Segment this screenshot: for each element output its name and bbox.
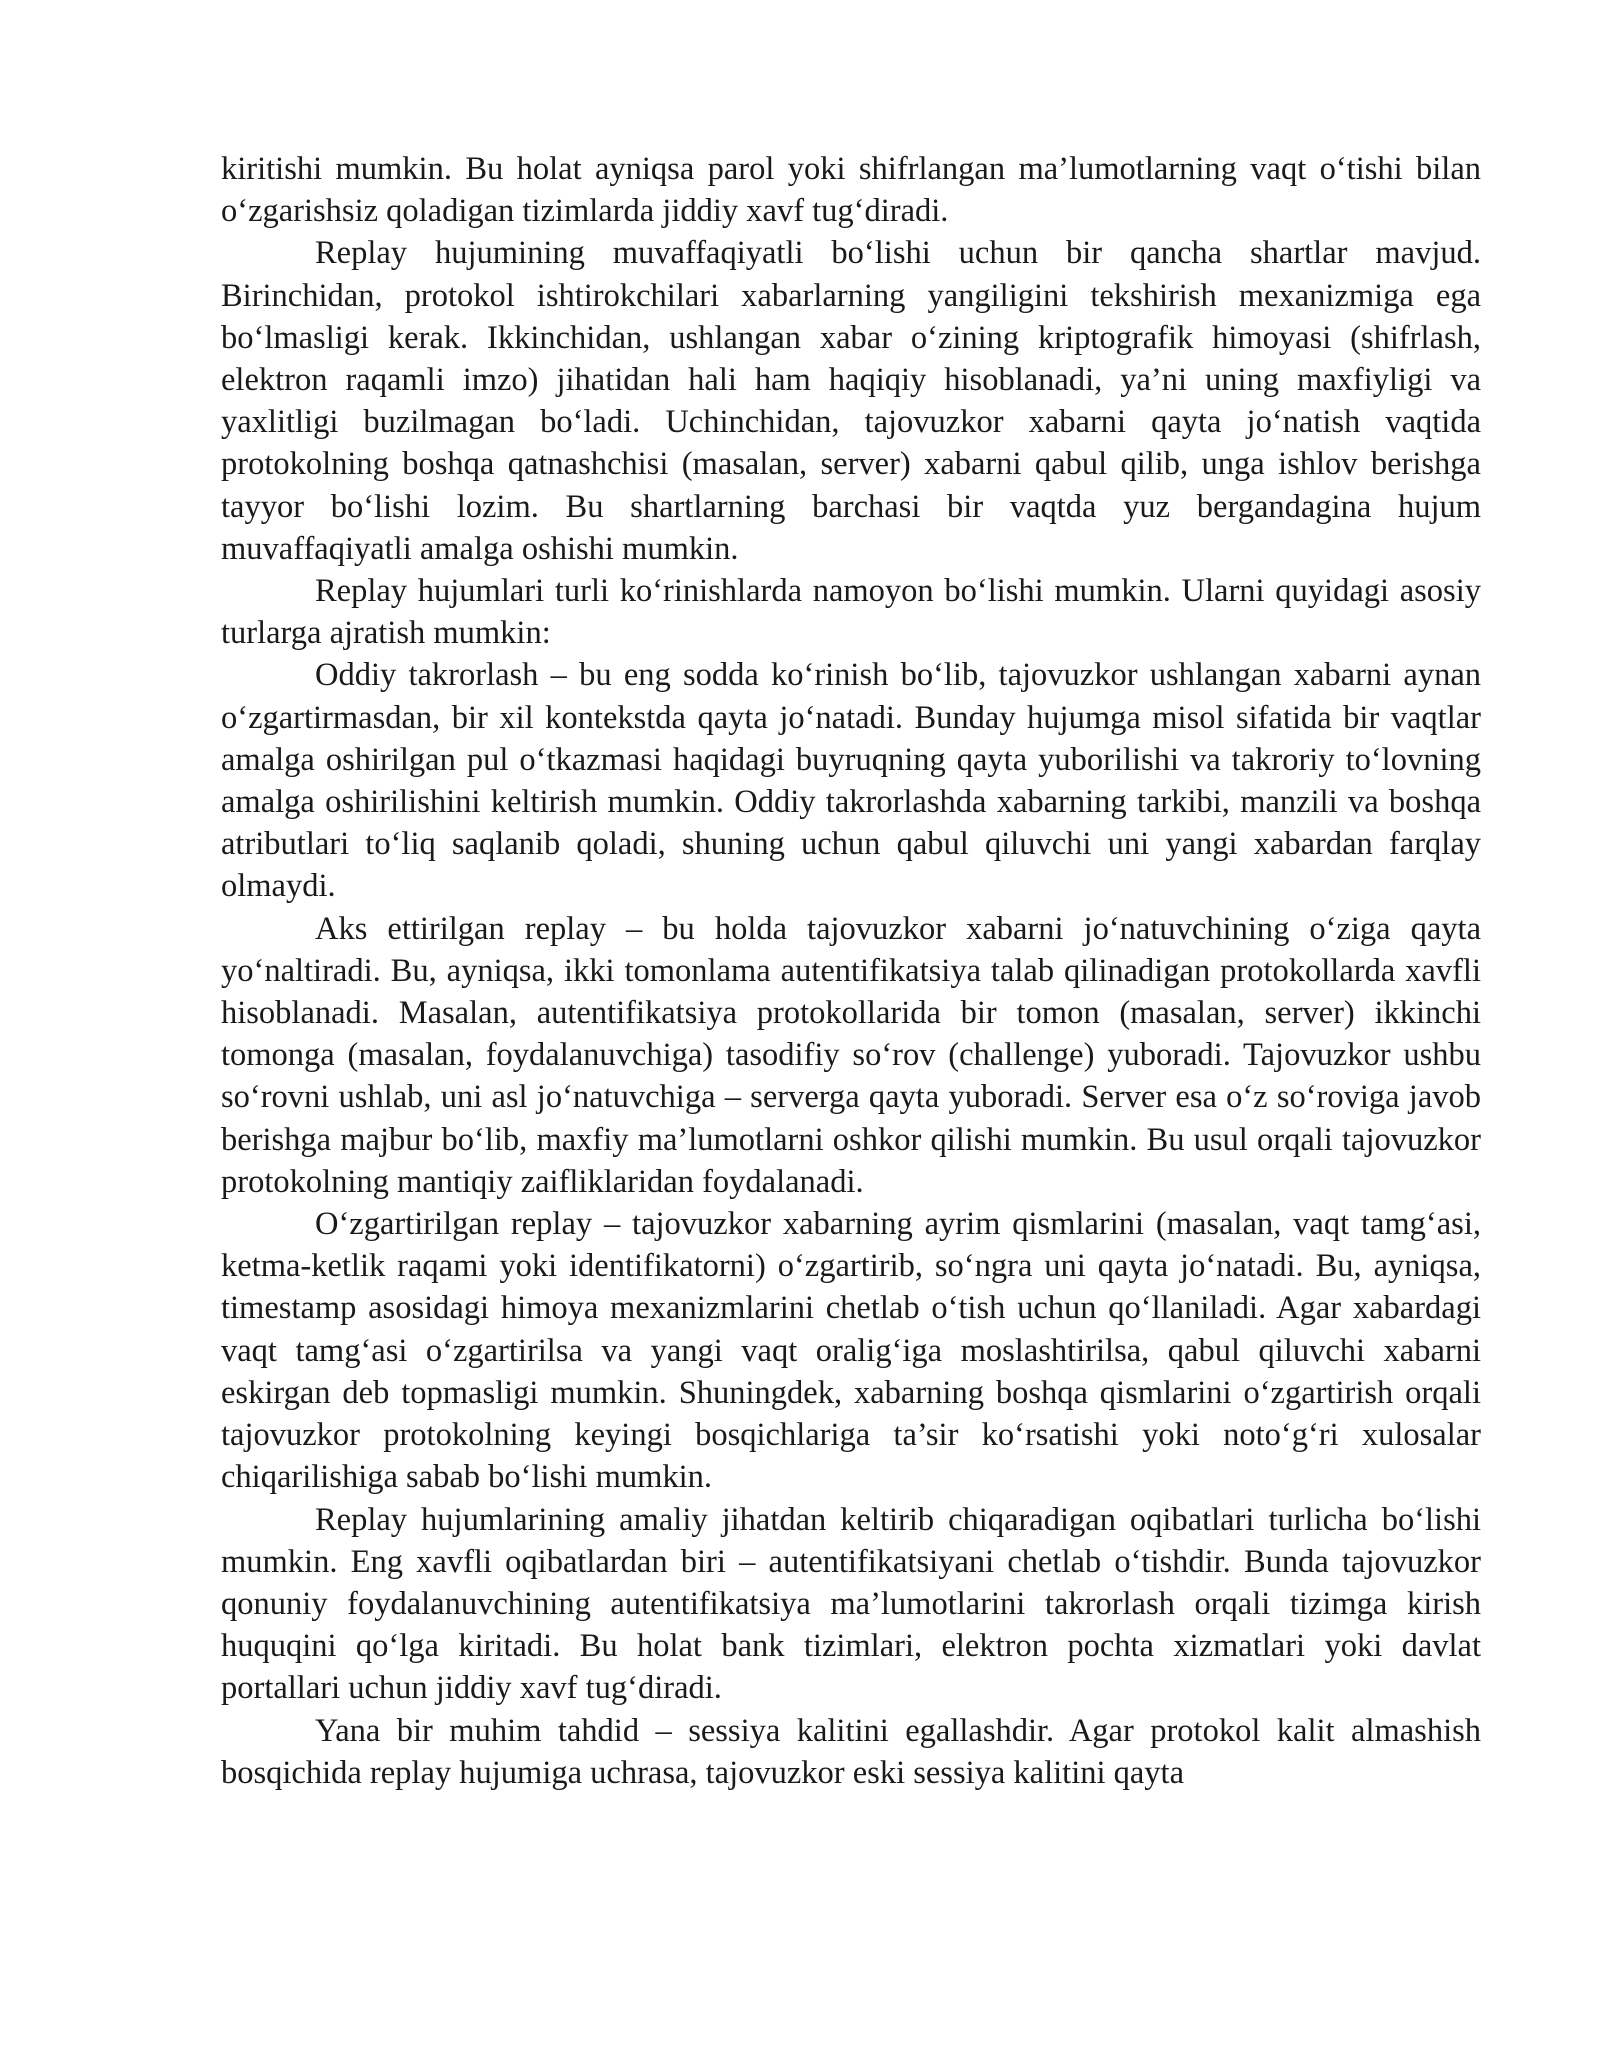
paragraph: Replay hujumining muvaffaqiyatli bo‘lishi uchun bir qancha shartlar mavjud. Birinchidan, protokol ishtirokchilari xabarlarning yangiligini tekshirish mexanizmiga ega bo‘lmasligi kerak. Ikkinchidan, ushlangan xabar o‘zining kriptografik himoyasi (shifrlash, elektron raqamli imzo) jihatidan hali ham haqiqiy hisoblanadi, ya’ni uning maxfiyligi va yaxlitligi buzilmagan bo‘ladi. Uchinchidan, tajovuzkor xabarni qayta jo‘natish vaqtida protokolning boshqa qatnashchisi (masalan, server) xabarni qabul qilib, unga ishlov berishga tayyor bo‘lishi lozim. Bu shartlarning barchasi bir vaqtda yuz bergandagina hujum muvaffaqiyatli amalga oshishi mumkin.: [221, 235, 1481, 567]
paragraph: Replay hujumlari turli ko‘rinishlarda namoyon bo‘lishi mumkin. Ularni quyidagi asosiy turlarga ajratish mumkin:: [221, 573, 1481, 652]
paragraph: O‘zgartirilgan replay – tajovuzkor xabarning ayrim qismlarini (masalan, vaqt tamg‘asi, ketma-ketlik raqami yoki identifikatorni) o‘zgartirib, so‘ngra uni qayta jo‘natadi. Bu, ayniqsa, timestamp asosidagi himoya mexanizmlarini chetlab o‘tish uchun qo‘llaniladi. Agar xabardagi vaqt tamg‘asi o‘zgartirilsa va yangi vaqt oralig‘iga moslashtirilsa, qabul qiluvchi xabarni eskirgan deb topmasligi mumkin. Shuningdek, xabarning boshqa qismlarini o‘zgartirish orqali tajovuzkor protokolning keyingi bosqichlariga ta’sir ko‘rsatishi yoki noto‘g‘ri xulosalar chiqarilishiga sabab bo‘lishi mumkin.: [221, 1206, 1481, 1496]
paragraph: kiritishi mumkin. Bu holat ayniqsa parol yoki shifrlangan ma’lumotlarning vaqt o‘tishi bilan o‘zgarishsiz qoladigan tizimlarda jiddiy xavf tug‘diradi.: [221, 151, 1481, 230]
paragraph: Yana bir muhim tahdid – sessiya kalitini egallashdir. Agar protokol kalit almashish bosqichida replay hujumiga uchrasa, tajovuzkor eski sessiya kalitini qayta: [221, 1712, 1481, 1791]
paragraph: Aks ettirilgan replay – bu holda tajovuzkor xabarni jo‘natuvchining o‘ziga qayta yo‘naltiradi. Bu, ayniqsa, ikki tomonlama autentifikatsiya talab qilinadigan protokollarda xavfli hisoblanadi. Masalan, autentifikatsiya protokollarida bir tomon (masalan, server) ikkinchi tomonga (masalan, foydalanuvchiga) tasodifiy so‘rov (challenge) yuboradi. Tajovuzkor ushbu so‘rovni ushlab, uni asl jo‘natuvchiga – serverga qayta yuboradi. Server esa o‘z so‘roviga javob berishga majbur bo‘lib, maxfiy ma’lumotlarni oshkor qilishi mumkin. Bu usul orqali tajovuzkor protokolning mantiqiy zaifliklaridan foydalanadi.: [221, 910, 1481, 1200]
document-body: [221, 148, 1481, 1794]
paragraph: Oddiy takrorlash – bu eng sodda ko‘rinish bo‘lib, tajovuzkor ushlangan xabarni aynan o‘zgartirmasdan, bir xil kontekstda qayta jo‘natadi. Bunday hujumga misol sifatida bir vaqtlar amalga oshirilgan pul o‘tkazmasi haqidagi buyruqning qayta yuborilishi va takroriy to‘lovning amalga oshirilishini keltirish mumkin. Oddiy takrorlashda xabarning tarkibi, manzili va boshqa atributlari to‘liq saqlanib qoladi, shuning uchun qabul qiluvchi uni yangi xabardan farqlay olmaydi.: [221, 657, 1481, 905]
paragraph: Replay hujumlarining amaliy jihatdan keltirib chiqaradigan oqibatlari turlicha bo‘lishi mumkin. Eng xavfli oqibatlardan biri – autentifikatsiyani chetlab o‘tishdir. Bunda tajovuzkor qonuniy foydalanuvchining autentifikatsiya ma’lumotlarini takrorlash orqali tizimga kirish huquqini qo‘lga kiritadi. Bu holat bank tizimlari, elektron pochta xizmatlari yoki davlat portallari uchun jiddiy xavf tug‘diradi.: [221, 1501, 1481, 1707]
